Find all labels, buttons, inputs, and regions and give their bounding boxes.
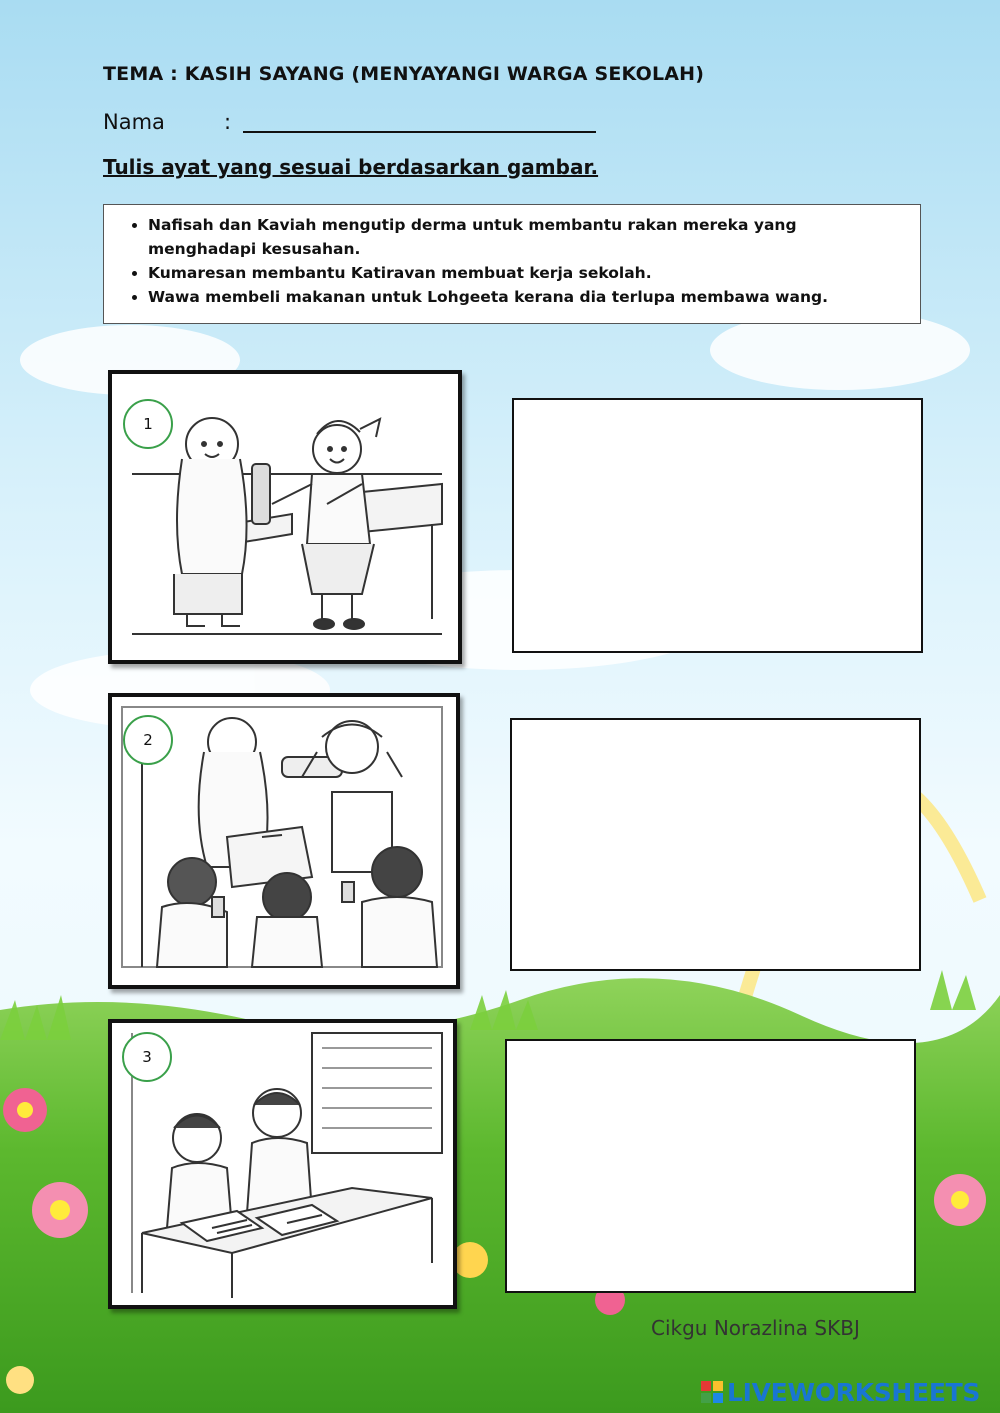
name-label: Nama: [103, 110, 165, 134]
option-item[interactable]: • Nafisah dan Kaviah mengutip derma untuk membantu rakan mereka yang menghadapi kesusahan.: [148, 213, 910, 261]
option-item[interactable]: • Wawa membeli makanan untuk Lohgeeta kerana dia terlupa membawa wang.: [148, 285, 910, 309]
name-colon: :: [224, 110, 232, 134]
picture-3-number: 3: [122, 1032, 172, 1082]
answer-box-1[interactable]: [512, 398, 923, 653]
answer-box-2[interactable]: [510, 718, 921, 971]
page-title: TEMA : KASIH SAYANG (MENYAYANGI WARGA SEKOLAH): [103, 63, 705, 85]
sentence-options-box: [103, 204, 921, 324]
picture-1-number: 1: [123, 399, 173, 449]
instruction-text: Tulis ayat yang sesuai berdasarkan gambar.: [103, 155, 599, 179]
teacher-credit: Cikgu Norazlina SKBJ: [651, 1316, 860, 1340]
option-item[interactable]: • Kumaresan membantu Katiravan membuat kerja sekolah.: [148, 261, 910, 285]
liveworksheets-badge-icon: [701, 1381, 723, 1403]
answer-box-3[interactable]: [505, 1039, 916, 1293]
picture-2-number: 2: [123, 715, 173, 765]
brand-text: LIVEWORKSHEETS: [727, 1378, 981, 1407]
name-field[interactable]: [243, 131, 596, 133]
